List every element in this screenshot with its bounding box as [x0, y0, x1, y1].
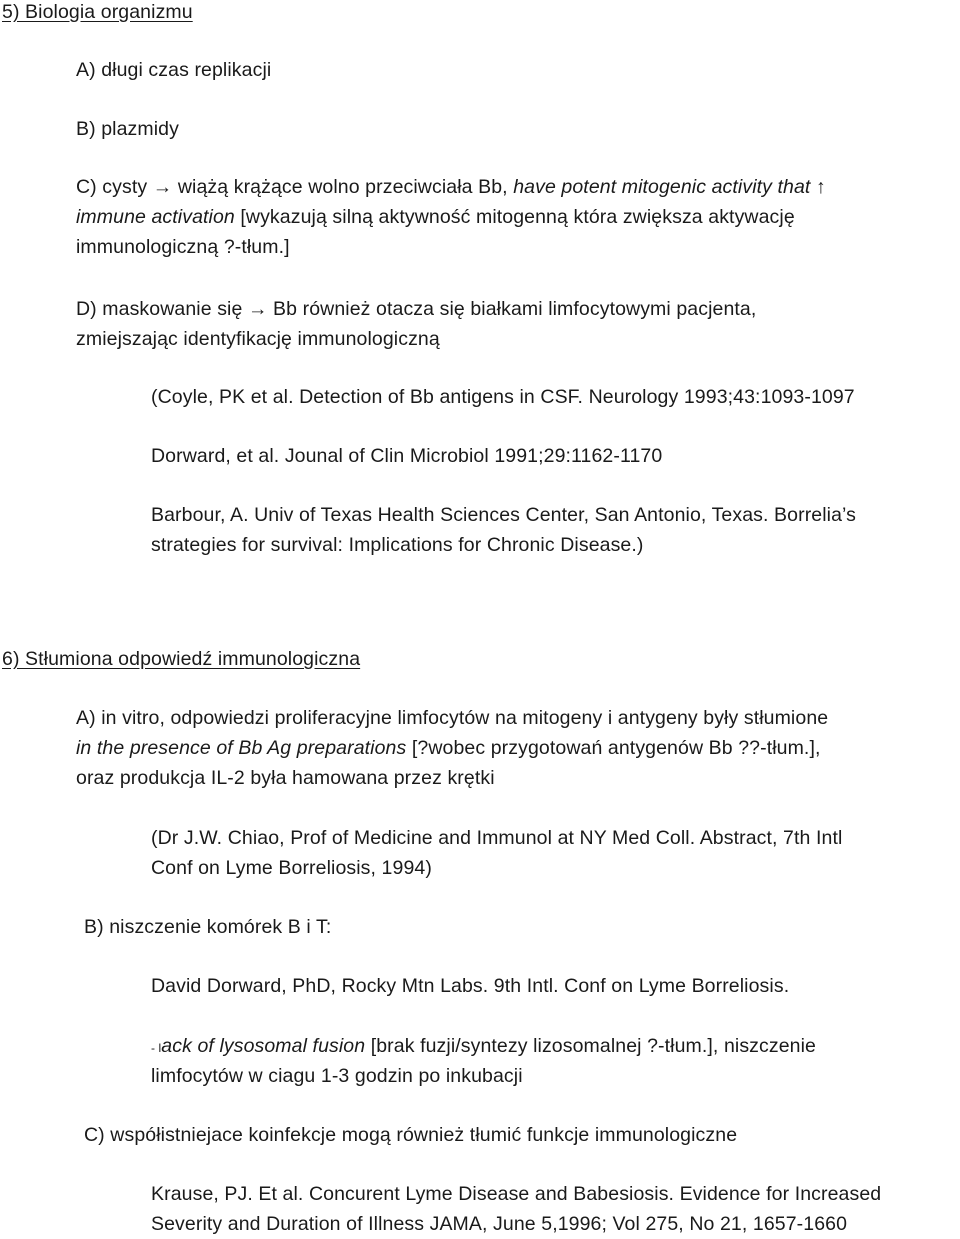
section-5-item-d-line2: zmiejszając identyfikację immunologiczną — [76, 328, 440, 350]
section-5-item-c-line2 — [76, 202, 795, 232]
section-6-item-a-line3: oraz produkcja IL-2 była hamowana przez krętki — [76, 767, 495, 789]
reference-barbour-line2: strategies for survival: Implications for Chronic Disease.) — [151, 534, 644, 556]
reference-chiao-line1: (Dr J.W. Chiao, Prof of Medicine and Immunol at NY Med Coll. Abstract, 7th Intl — [151, 827, 843, 849]
note-italic: ack of lysosomal fusion — [161, 1035, 366, 1057]
section-5-item-d-line1: D) maskowanie się → Bb również otacza się białkami limfocytowymi pacjenta, — [76, 298, 757, 320]
item-c-italic-2: immune activation — [76, 206, 235, 228]
section-6-item-a-line2 — [76, 733, 821, 763]
section-5-item-c-line1 — [76, 172, 826, 202]
section-5-heading: 5) Biologia organizmu — [2, 1, 193, 23]
reference-dorward-2: David Dorward, PhD, Rocky Mtn Labs. 9th Intl. Conf on Lyme Borreliosis. — [151, 975, 790, 997]
item-a-italic: in the presence of Bb Ag preparations — [76, 737, 407, 759]
section-6-item-b-note-line2: limfocytów w ciagu 1-3 godzin po inkubacji — [151, 1065, 523, 1087]
note-text: [brak fuzji/syntezy lizosomalnej ?-tłum.], niszczenie — [365, 1035, 817, 1057]
reference-krause-line1: Krause, PJ. Et al. Concurent Lyme Disease and Babesiosis. Evidence for Increased — [151, 1183, 882, 1205]
item-c-text: C) cysty → wiążą krążące wolno przeciwciała Bb, — [76, 176, 514, 198]
reference-chiao-line2: Conf on Lyme Borreliosis, 1994) — [151, 857, 432, 879]
reference-dorward: Dorward, et al. Jounal of Clin Microbiol 1991;29:1162-1170 — [151, 445, 663, 467]
section-6-item-b-note-line1 — [151, 1031, 816, 1063]
section-5-item-c-line3: immunologiczną ?-tłum.] — [76, 236, 290, 258]
note-dash: - l — [151, 1041, 162, 1055]
section-5-item-a: A) długi czas replikacji — [76, 59, 272, 81]
section-6-item-c: C) współistniejace koinfekcje mogą również tłumić funkcje immunologiczne — [84, 1124, 738, 1146]
item-c-italic: have potent mitogenic activity that ↑ — [513, 176, 826, 198]
item-c-text-2: [wykazują silną aktywność mitogenną która zwiększa aktywację — [234, 206, 795, 228]
section-6-item-a-line1: A) in vitro, odpowiedzi proliferacyjne limfocytów na mitogeny i antygeny były stłumione — [76, 707, 829, 729]
section-6-item-b: B) niszczenie komórek B i T: — [84, 916, 332, 938]
item-a-text: [?wobec przygotowań antygenów Bb ??-tłum.], — [406, 737, 821, 759]
reference-coyle: (Coyle, PK et al. Detection of Bb antigens in CSF. Neurology 1993;43:1093-1097 — [151, 386, 855, 408]
section-6-heading: 6) Stłumiona odpowiedź immunologiczna — [2, 648, 361, 670]
reference-barbour-line1: Barbour, A. Univ of Texas Health Sciences Center, San Antonio, Texas. Borrelia’s — [151, 504, 856, 526]
reference-krause-line2: Severity and Duration of Illness JAMA, June 5,1996; Vol 275, No 21, 1657-1660 — [151, 1213, 848, 1235]
section-5-item-b: B) plazmidy — [76, 118, 179, 140]
